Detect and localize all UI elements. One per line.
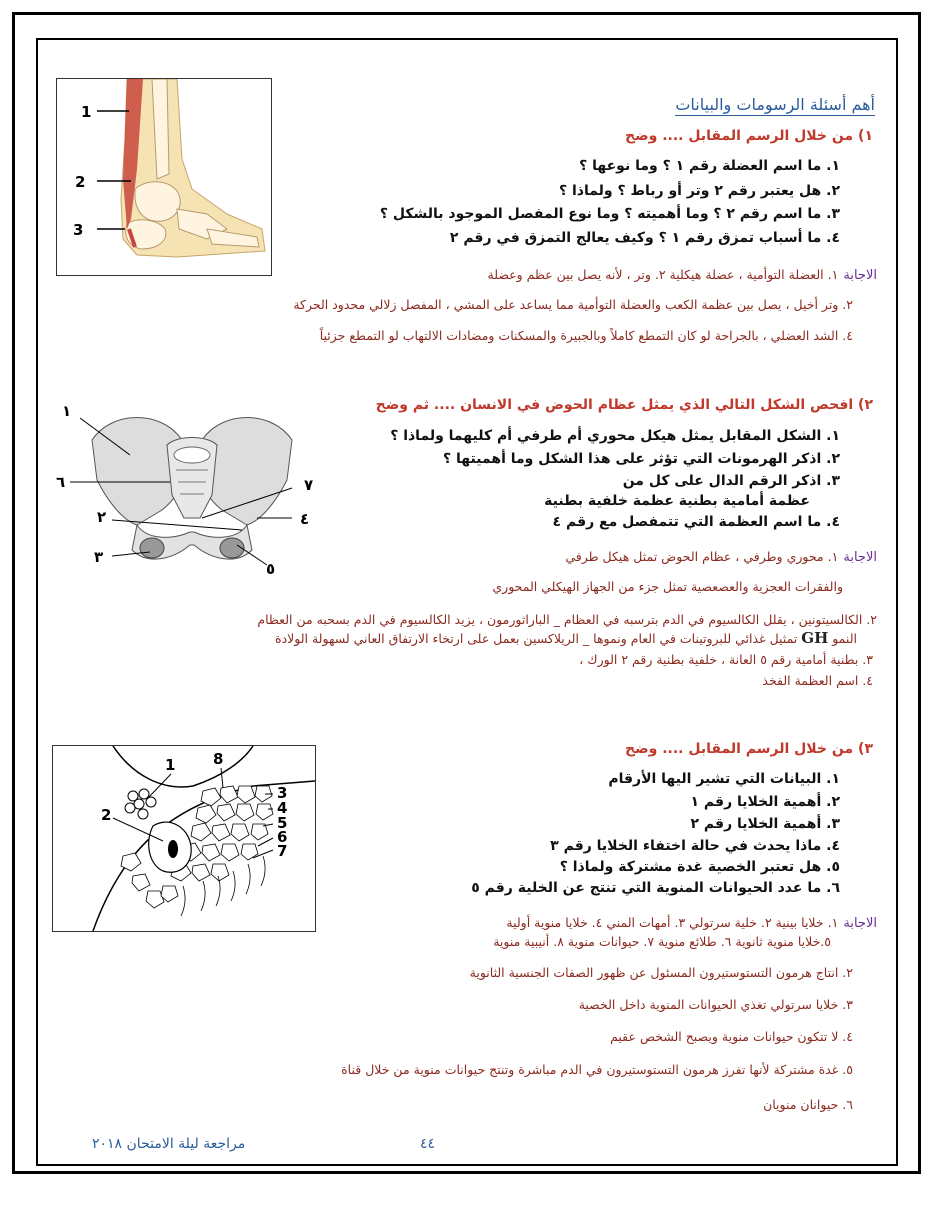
q1-answer-3: ٤. الشد العضلي ، بالجراحة لو كان التمطع كاملاً وبالجبيرة والمسكنات ومضادات الالتهاب لو التمطع جزئياً — [319, 328, 853, 343]
q3-answer-4: ٤. لا تتكون حيوانات منوية ويصبح الشخص عقيم — [610, 1029, 853, 1044]
footer-title: مراجعة ليلة الامتحان ٢٠١٨ — [92, 1136, 246, 1152]
ankle-label-1: 1 — [81, 103, 92, 121]
testis-label-7: 7 — [277, 842, 288, 860]
q1-answer-1: ١. العضلة التوأمية ، عضلة هيكلية ٢. وتر ، لأنه يصل بين عظم وعضلة — [487, 267, 839, 282]
q1-item-4: ٤. ما أسباب تمزق رقم ١ ؟ وكيف يعالج التمزق في رقم ٢ — [449, 230, 840, 246]
q3-item-1: ١. البيانات التي تشير اليها الأرقام — [608, 771, 840, 787]
page-number: ٤٤ — [420, 1136, 436, 1152]
ankle-figure — [56, 78, 272, 276]
q3-answer-1b: ٥.خلايا منوية ثانوية ٦. طلائع منوية ٧. حيوانات منوية ٨. أنيبية منوية — [493, 934, 831, 949]
q3-item-3: ٣. أهمية الخلايا رقم ٢ — [690, 816, 840, 832]
q1-item-3: ٣. ما اسم رقم ٢ ؟ وما أهميته ؟ وما نوع المفصل الموجود بالشكل ؟ — [379, 206, 840, 222]
q2-answer-3: ٣. بطنية أمامية رقم ٥ العانة ، خلفية بطنية رقم ٢ الورك ، — [579, 652, 873, 667]
pelvis-label-4: ٤ — [300, 510, 310, 528]
q2-answer-1b: والفقرات العجزية والعصعصية تمثل جزء من الجهاز الهيكلي المحوري — [492, 579, 843, 594]
pelvis-label-5: ٥ — [266, 560, 276, 575]
ankle-label-3: 3 — [73, 221, 84, 239]
q2-item-1: ١. الشكل المقابل يمثل هيكل محوري أم طرفي أم كليهما ولماذا ؟ — [390, 428, 840, 444]
testis-label-1: 1 — [165, 756, 176, 774]
q3-answer-1: ١. خلايا بينية ٢. خلية سرتولي ٣. أمهات المني ٤. خلايا منوية أولية — [506, 915, 839, 930]
testis-label-6: 6 — [277, 828, 288, 846]
pelvis-label-2: ٢ — [97, 508, 107, 526]
q1-answer-label: الاجابة — [843, 268, 877, 283]
q3-item-2: ٢. أهمية الخلايا رقم ١ — [690, 794, 840, 810]
pelvis-figure — [52, 400, 332, 575]
q2-item-3: ٣. اذكر الرقم الدال على كل من — [622, 473, 840, 489]
q1-item-2: ٢. هل يعتبر رقم ٢ وتر أو رباط ؟ ولماذا ؟ — [559, 183, 840, 199]
testis-label-3: 3 — [277, 784, 288, 802]
q2-item-4: ٤. ما اسم العظمة التي تتمفصل مع رقم ٤ — [552, 514, 840, 530]
ankle-label-2: 2 — [75, 173, 86, 191]
q3-item-4: ٤. ماذا يحدث في حالة اختفاء الخلايا رقم ٣ — [550, 838, 840, 854]
q2-answer-2b: تمثيل غذائي للبروتينات في العام ونموها _ الريلاكسين بعمل على ارتخاء الارتفاق العاني لسهولة الولادة — [275, 631, 798, 646]
pelvis-label-3: ٣ — [94, 548, 104, 566]
q3-answer-3: ٣. خلايا سرتولي تغذي الحيوانات المنوية داخل الخصية — [578, 997, 853, 1012]
q2-answer-1: ١. محوري وطرفي ، عظام الحوض تمثل هيكل طرفي — [565, 549, 839, 564]
testis-label-2: 2 — [101, 806, 112, 824]
q2-item-2: ٢. اذكر الهرمونات التي تؤثر على هذا الشكل وما أهميتها ؟ — [443, 451, 840, 467]
testis-label-4: 4 — [277, 799, 288, 817]
q2-answer-4: ٤. اسم العظمة الفخذ — [762, 673, 873, 688]
pelvis-label-6: ٦ — [56, 473, 66, 491]
q3-item-6: ٦. ما عدد الحيوانات المنوية التي تنتج عن الخلية رقم ٥ — [471, 880, 840, 896]
q2-answer-label: الاجابة — [843, 550, 877, 565]
q2-answer-2: ٢. الكالسيتونين ، يقلل الكالسيوم في الدم بترسبه في العظام _ الباراثورمون ، يزيد الكالسيوم في الدم بسحبه من العظام — [257, 612, 877, 627]
q3-answer-6: ٦. حيوانان منويان — [763, 1097, 853, 1112]
q1-answer-2: ٢. وتر أخيل ، يصل بين عظمة الكعب والعضلة التوأمية مما يساعد على المشي ، المفصل زلالي محدود الحركة — [293, 297, 853, 312]
q2-item-3b: عظمة أمامية بطنية عظمة خلفية بطنية — [544, 493, 810, 509]
pelvis-label-7: ٧ — [304, 476, 314, 494]
page-title: أهم أسئلة الرسومات والبيانات — [675, 95, 875, 114]
testis-label-8: 8 — [213, 750, 224, 768]
q3-heading: ٣) من خلال الرسم المقابل .... وضح — [625, 741, 873, 757]
q2-heading: ٢) افحص الشكل التالي الذي يمثل عظام الحوض في الانسان .... ثم وضح — [375, 397, 873, 413]
q3-item-5: ٥. هل تعتبر الخصية غدة مشتركة ولماذا ؟ — [559, 859, 840, 875]
q2-answer-2-gh: GH — [801, 629, 829, 647]
q3-answer-label: الاجابة — [843, 916, 877, 931]
q2-answer-2-growth: النمو — [832, 631, 857, 646]
testis-label-5: 5 — [277, 814, 288, 832]
q1-item-1: ١. ما اسم العضلة رقم ١ ؟ وما نوعها ؟ — [579, 158, 840, 174]
q1-heading: ١) من خلال الرسم المقابل .... وضح — [625, 128, 873, 144]
q3-answer-5: ٥. غدة مشتركة لأنها تفرز هرمون التستوستيرون في الدم مباشرة وتنتج حيوانات منوية من خلال قناة — [341, 1062, 853, 1077]
testis-figure — [52, 745, 316, 932]
pelvis-label-1: ١ — [62, 402, 72, 420]
q3-answer-2: ٢. انتاج هرمون التستوستيرون المسئول عن ظهور الصفات الجنسية الثانوية — [469, 965, 853, 980]
